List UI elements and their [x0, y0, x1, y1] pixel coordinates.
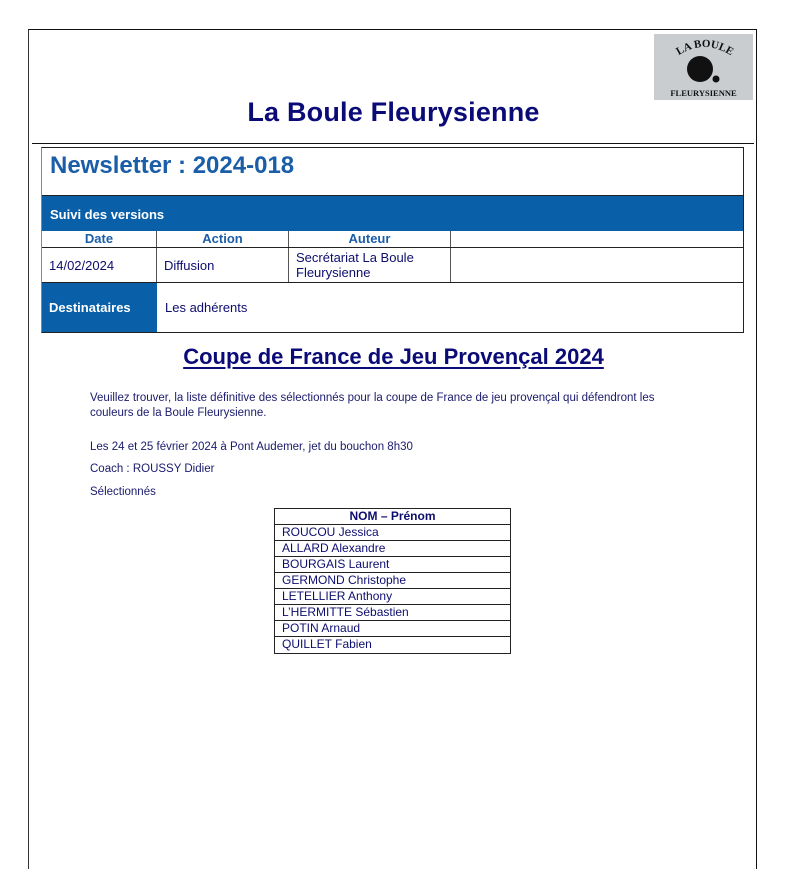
site-title: La Boule Fleurysienne — [247, 97, 540, 127]
cell-date: 14/02/2024 — [42, 248, 157, 282]
boule-logo-icon — [654, 34, 753, 100]
selected-label: Sélectionnés — [90, 486, 156, 498]
list-item: BOURGAIS Laurent — [275, 557, 510, 573]
cell-author: Secrétariat La Boule Fleurysienne — [289, 248, 451, 282]
players-table — [274, 508, 511, 654]
column-header-date: Date — [42, 231, 157, 247]
recipients-value: Les adhérents — [165, 300, 248, 315]
coach-line: Coach : ROUSSY Didier — [90, 463, 215, 475]
intro-paragraph: Veuillez trouver, la liste définitive des sélectionnés pour la coupe de France de jeu provençal qui défendront les couleurs de la Boule Fleurysienne. — [90, 392, 655, 419]
list-item: GERMOND Christophe — [275, 573, 510, 589]
article-title-text: Coupe de France de Jeu Provençal 2024 — [183, 344, 604, 369]
cell-extra — [451, 248, 743, 282]
svg-text:LA BOULE — [674, 38, 735, 58]
recipients-label: Destinataires — [42, 283, 157, 332]
list-item: POTIN Arnaud — [275, 621, 510, 637]
logo-bottom-text: FLEURYSIENNE — [670, 88, 737, 98]
versions-header-bar — [42, 195, 743, 231]
list-item: ROUCOU Jessica — [275, 525, 510, 541]
versions-table — [42, 231, 743, 283]
cell-action: Diffusion — [157, 248, 289, 282]
column-header-action: Action — [157, 231, 289, 247]
table-row — [42, 248, 743, 283]
list-item: ALLARD Alexandre — [275, 541, 510, 557]
list-item: L’HERMITTE Sébastien — [275, 605, 510, 621]
versions-table-header — [42, 231, 743, 248]
column-header-empty — [451, 231, 743, 247]
logo-top-text: LA BOULE — [674, 37, 736, 59]
event-dates: Les 24 et 25 février 2024 à Pont Audemer, jet du bouchon 8h30 — [90, 441, 413, 453]
players-table-header: NOM – Prénom — [275, 509, 510, 525]
versions-label: Suivi des versions — [50, 207, 165, 222]
list-item: LETELLIER Anthony — [275, 589, 510, 605]
column-header-author: Auteur — [289, 231, 451, 247]
header-divider — [32, 143, 754, 144]
recipients-row — [42, 283, 743, 332]
club-logo — [654, 34, 753, 100]
newsletter-title: Newsletter : 2024-018 — [50, 152, 295, 179]
article-title — [0, 344, 787, 370]
newsletter-info-box — [41, 147, 744, 333]
list-item: QUILLET Fabien — [282, 637, 372, 651]
